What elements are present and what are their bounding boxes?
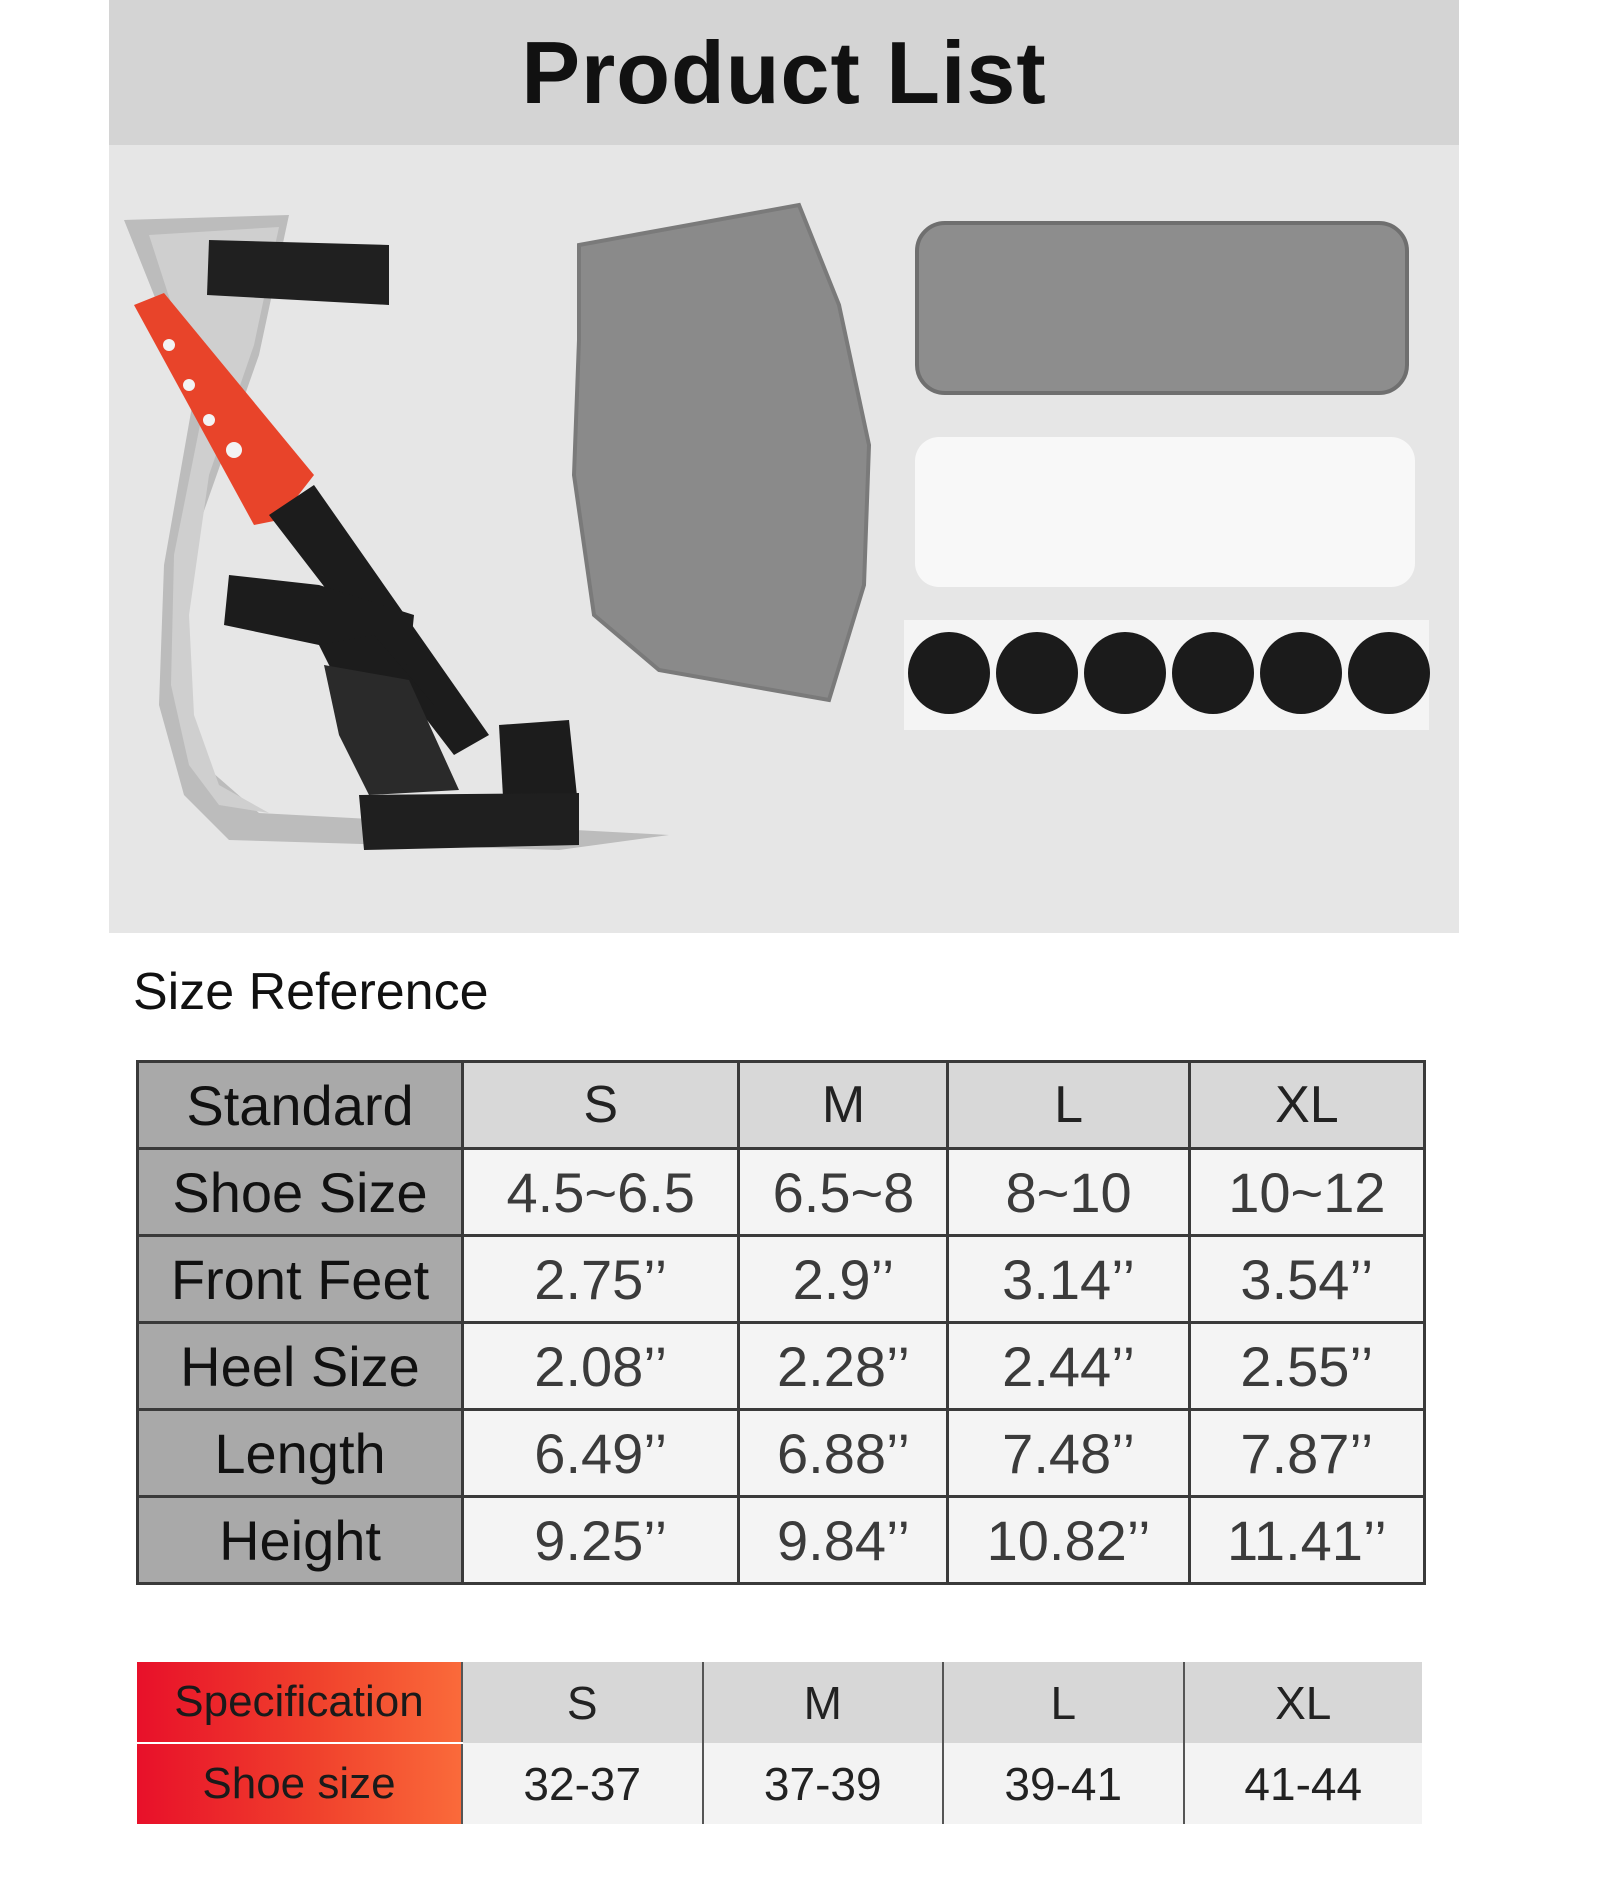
table-cell: 4.5~6.5 (463, 1149, 739, 1236)
table-cell: 32-37 (462, 1743, 703, 1824)
page-title: Product List (521, 22, 1047, 122)
spec-label: Specification (137, 1662, 462, 1743)
spec-row-label: Shoe size (137, 1743, 462, 1824)
table-cell: 9.84’’ (739, 1497, 948, 1584)
white-pad-image (915, 437, 1415, 587)
spec-header-xl: XL (1184, 1662, 1423, 1743)
spec-header-row (137, 1662, 1422, 1743)
header-xl: XL (1189, 1062, 1424, 1149)
specification-table (137, 1662, 1422, 1824)
foam-pad-image (574, 205, 869, 700)
table-cell: 2.08’’ (463, 1323, 739, 1410)
table-row (138, 1410, 1425, 1497)
velcro-dots-image (904, 620, 1430, 730)
table-cell: 3.14’’ (948, 1236, 1189, 1323)
table-row (138, 1149, 1425, 1236)
header-standard: Standard (138, 1062, 463, 1149)
table-cell: 37-39 (703, 1743, 944, 1824)
title-banner (109, 0, 1459, 145)
table-cell: 9.25’’ (463, 1497, 739, 1584)
size-reference-title: Size Reference (133, 963, 489, 1021)
table-cell: 2.55’’ (1189, 1323, 1424, 1410)
header-l: L (948, 1062, 1189, 1149)
header-m: M (739, 1062, 948, 1149)
table-cell: 8~10 (948, 1149, 1189, 1236)
spec-header-s: S (462, 1662, 703, 1743)
row-label: Shoe Size (138, 1149, 463, 1236)
header-s: S (463, 1062, 739, 1149)
table-cell: 6.88’’ (739, 1410, 948, 1497)
table-cell: 3.54’’ (1189, 1236, 1424, 1323)
product-illustration (109, 145, 1459, 933)
strap-pad-image (917, 223, 1407, 393)
table-cell: 2.28’’ (739, 1323, 948, 1410)
table-cell: 10~12 (1189, 1149, 1424, 1236)
table-cell: 2.44’’ (948, 1323, 1189, 1410)
table-cell: 10.82’’ (948, 1497, 1189, 1584)
row-label: Length (138, 1410, 463, 1497)
table-cell: 7.48’’ (948, 1410, 1189, 1497)
table-cell: 39-41 (943, 1743, 1184, 1824)
size-reference-table (136, 1060, 1426, 1585)
table-cell: 41-44 (1184, 1743, 1423, 1824)
table-cell: 2.75’’ (463, 1236, 739, 1323)
table-cell: 6.5~8 (739, 1149, 948, 1236)
row-label: Front Feet (138, 1236, 463, 1323)
table-cell: 2.9’’ (739, 1236, 948, 1323)
table-row (138, 1323, 1425, 1410)
table-cell: 7.87’’ (1189, 1410, 1424, 1497)
row-label: Height (138, 1497, 463, 1584)
table-cell: 6.49’’ (463, 1410, 739, 1497)
row-label: Heel Size (138, 1323, 463, 1410)
spec-row (137, 1743, 1422, 1824)
spec-header-l: L (943, 1662, 1184, 1743)
product-photo (109, 145, 1459, 933)
table-header-row (138, 1062, 1425, 1149)
table-row (138, 1497, 1425, 1584)
spec-header-m: M (703, 1662, 944, 1743)
table-cell: 11.41’’ (1189, 1497, 1424, 1584)
table-row (138, 1236, 1425, 1323)
